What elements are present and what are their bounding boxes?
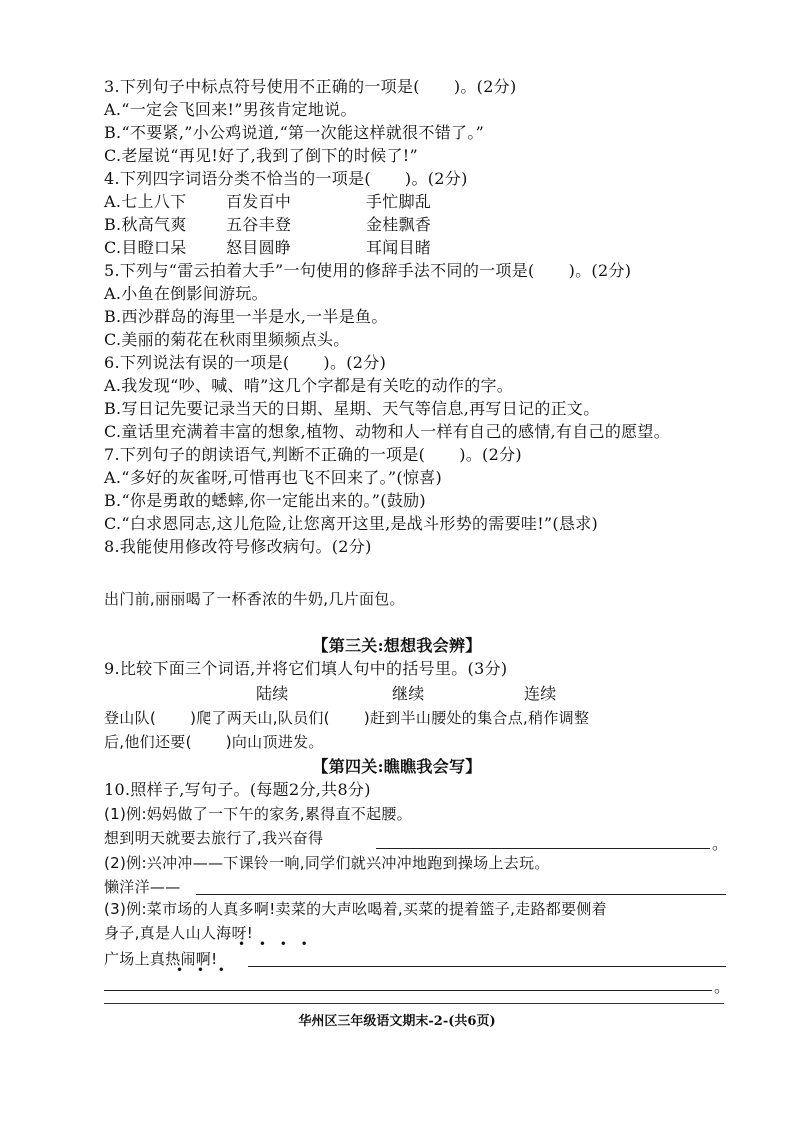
q10-prompt-1: 想到明天就要去旅行了,我兴奋得 xyxy=(104,829,324,847)
section4-title: 【第四关:瞧瞧我会写】 xyxy=(312,757,482,776)
q7-option-c: C.“白求恩同志,这儿危险,让您离开这里,是战斗形势的需要哇!”(恳求) xyxy=(104,514,599,533)
q6-option-a: A.我发现“吵、喊、啃”这几个字都是有关吃的动作的字。 xyxy=(104,376,514,395)
q5-option-a: A.小鱼在倒影间游玩。 xyxy=(104,284,268,303)
q3-option-a: A.“一定会飞回来!”男孩肯定地说。 xyxy=(104,100,357,119)
q10-stem: 10.照样子,写句子。(每题2分,共8分) xyxy=(104,780,371,799)
q10-answer-line-1[interactable] xyxy=(376,848,710,849)
q7-stem: 7.下列句子的朗读语气,判断不正确的一项是( )。(2分) xyxy=(104,445,522,464)
q9-word-3: 连续 xyxy=(524,684,557,703)
q10-example-2: (2)例:兴冲冲——下课铃一响,同学们就兴冲冲地跑到操场上去玩。 xyxy=(104,854,550,872)
q3-option-b: B.“不要紧,”小公鸡说道,“第一次能这样就很不错了。” xyxy=(104,123,485,142)
emphasis-dots-2: • • • xyxy=(176,963,230,977)
q9-word-bank xyxy=(256,683,557,705)
q6-option-b: B.写日记先要记录当天的日期、星期、天气等信息,再写日记的正文。 xyxy=(104,399,600,418)
q6-option-c: C.童话里充满着丰富的想象,植物、动物和人一样有自己的感情,有自己的愿望。 xyxy=(104,422,671,441)
page-footer: 华州区三年级语文期末-2-(共6页) xyxy=(298,1014,496,1029)
q4-row-a: A.七上八下 百发百中 手忙脚乱 xyxy=(104,192,432,211)
q7-option-b: B.“你是勇敢的蟋蟀,你一定能出来的。”(鼓励) xyxy=(104,491,426,510)
emphasis-dots-1: • • • • xyxy=(238,937,313,951)
q9-stem: 9.比较下面三个词语,并将它们填人句中的括号里。(3分) xyxy=(104,659,508,678)
q4-row-c: C.目瞪口呆 怒目圆睁 耳闻目睹 xyxy=(104,238,432,257)
q10-period-1: 。 xyxy=(712,834,729,853)
section3-title: 【第三关:想想我会辨】 xyxy=(312,636,482,655)
footer-divider xyxy=(104,1003,724,1004)
q4-stem: 4.下列四字词语分类不恰当的一项是( )。(2分) xyxy=(104,169,468,188)
q9-word-1: 陆续 xyxy=(256,684,289,703)
q10-example-3-line-2: 身子,真是人山人海呀! xyxy=(104,924,254,942)
q9-line-2: 后,他们还要( )向山顶进发。 xyxy=(104,733,324,751)
q10-answer-line-3a[interactable] xyxy=(248,966,726,967)
q10-answer-line-3b[interactable] xyxy=(104,990,712,991)
q10-example-3-line-1: (3)例:菜市场的人真多啊!卖菜的大声吆喝着,买菜的提着篮子,走路都要侧着 xyxy=(104,900,607,918)
q5-option-b: B.西沙群岛的海里一半是水,一半是鱼。 xyxy=(104,307,388,326)
q10-prompt-2: 懒洋洋—— xyxy=(104,878,181,896)
q5-stem: 5.下列与“雷云拍着大手”一句使用的修辞手法不同的一项是( )。(2分) xyxy=(104,261,632,280)
q3-option-c: C.老屋说“再见!好了,我到了倒下的时候了!” xyxy=(104,146,418,165)
q5-option-c: C.美丽的菊花在秋雨里频频点头。 xyxy=(104,330,350,349)
q6-stem: 6.下列说法有误的一项是( )。(2分) xyxy=(104,353,387,372)
q10-answer-line-2[interactable] xyxy=(196,894,726,895)
q9-word-2: 继续 xyxy=(392,684,425,703)
q8-stem: 8.我能使用修改符号修改病句。(2分) xyxy=(104,537,372,556)
q4-row-b: B.秋高气爽 五谷丰登 金桂飘香 xyxy=(104,215,432,234)
q8-sentence[interactable]: 出门前,丽丽喝了一杯香浓的牛奶,几片面包。 xyxy=(104,590,405,608)
q10-example-1: (1)例:妈妈做了一下午的家务,累得直不起腰。 xyxy=(104,805,412,823)
q10-period-3: 。 xyxy=(714,977,731,996)
q9-line-1: 登山队( )爬了两天山,队员们( )赶到半山腰处的集合点,稍作调整 xyxy=(104,709,590,727)
q10-prompt-3: 广场上真热闹啊! xyxy=(104,950,218,968)
q7-option-a: A.“多好的灰雀呀,可惜再也飞不回来了。”(惊喜) xyxy=(104,468,443,487)
q3-stem: 3.下列句子中标点符号使用不正确的一项是( )。(2分) xyxy=(104,77,517,96)
